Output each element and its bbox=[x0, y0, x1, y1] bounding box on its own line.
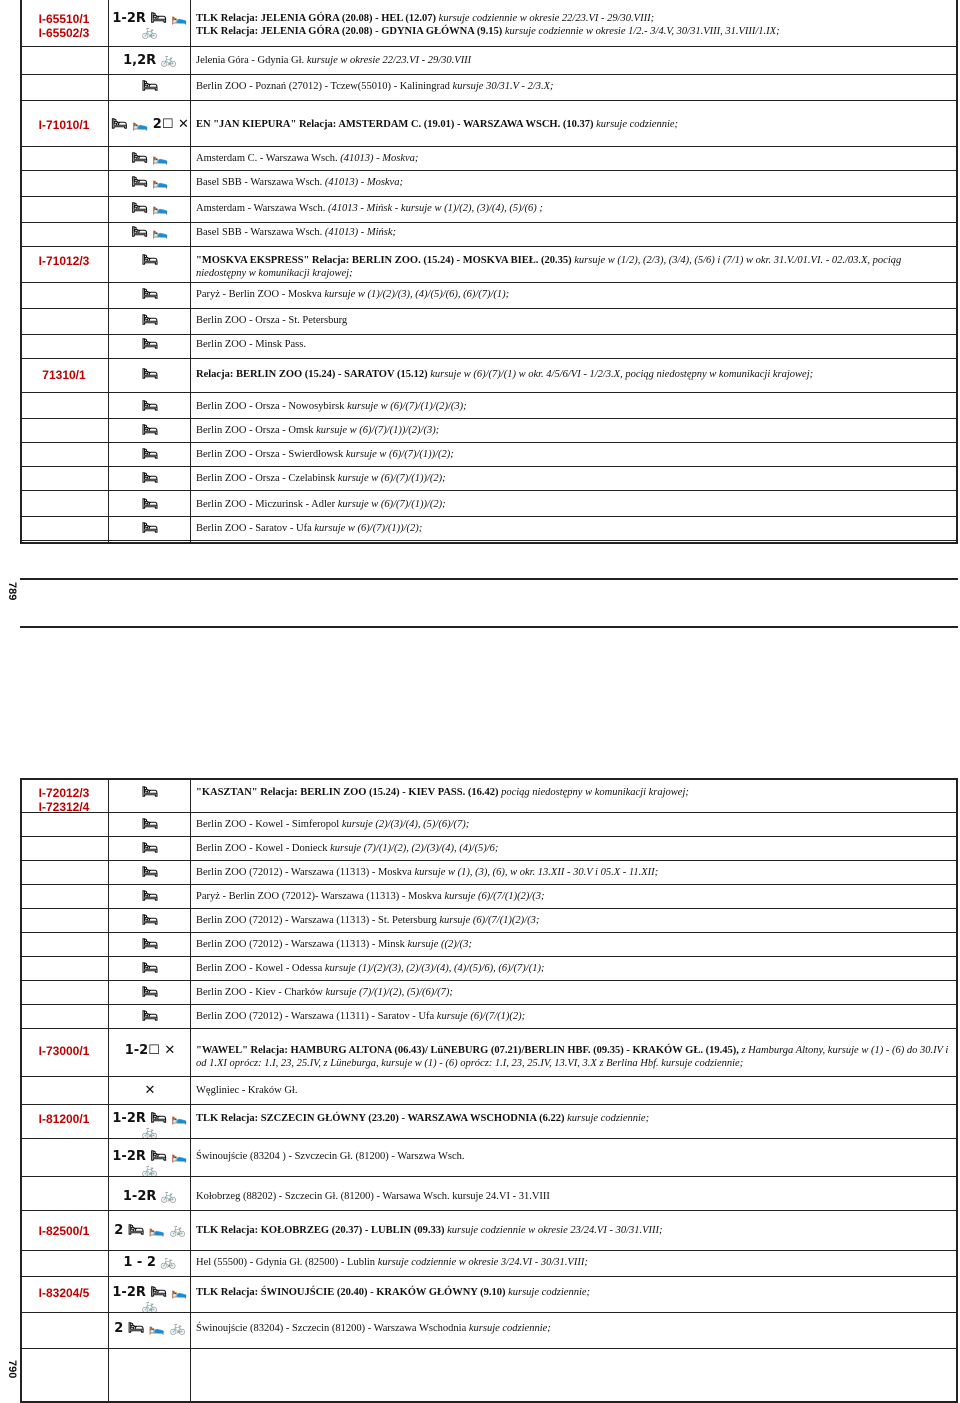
service-symbols-icon: 1-2R 🚲 bbox=[122, 1189, 178, 1204]
timetable-row bbox=[20, 838, 958, 860]
route-main: EN "JAN KIEPURA" Relacja: AMSTERDAM C. (19.01) - WARSZAWA WSCH. (10.37) bbox=[196, 119, 594, 130]
column-divider bbox=[190, 0, 191, 544]
service-symbols-icon: 🛏 bbox=[141, 253, 159, 268]
train-number-line: I-72312/4 bbox=[38, 800, 90, 814]
service-symbols-icon: 🛏 bbox=[141, 865, 159, 880]
train-number-line: I-81200/1 bbox=[38, 1112, 90, 1126]
route-description bbox=[196, 1322, 952, 1335]
route-note: kursuje w (1)/(2)/(3), (4)/(5)/(6), (6)/(7)/(1); bbox=[321, 289, 510, 300]
route-main: Jelenia Góra - Gdynia Gł. bbox=[196, 55, 305, 66]
row-divider bbox=[20, 836, 958, 837]
route-main: Berlin ZOO (72012) - Warszawa (11311) - Saratov - Ufa bbox=[196, 1011, 435, 1022]
timetable-row bbox=[20, 886, 958, 908]
route-description bbox=[196, 314, 952, 327]
service-symbols-icon: 🛏 bbox=[141, 889, 159, 904]
service-symbols-icon: 1-2R 🛏 🛌 🚲 bbox=[112, 11, 188, 40]
row-divider bbox=[20, 932, 958, 933]
column-divider bbox=[108, 0, 109, 544]
train-number bbox=[20, 368, 108, 382]
train-number-line: I-65502/3 bbox=[38, 26, 90, 40]
route-note: kursuje (6)/(7/(1)(2)/(3; bbox=[441, 891, 545, 902]
row-divider bbox=[20, 196, 958, 197]
service-symbols-icon: 🛏 bbox=[141, 423, 159, 438]
service-symbols-icon: 2 🛏 🛌 🚲 bbox=[114, 1223, 186, 1238]
route-main: Amsterdam - Warszawa Wsch. bbox=[196, 203, 326, 214]
route-main: Berlin ZOO - Orsza - Czelabinsk bbox=[196, 473, 336, 484]
route-main: Basel SBB - Warszawa Wsch. bbox=[196, 227, 323, 238]
route-note: pociąg niedostępny w komunikacji krajowej; bbox=[498, 787, 689, 798]
service-symbols-icon: 1-2R 🛏 🛌 🚲 bbox=[112, 1149, 188, 1178]
route-main: TLK Relacja: KOŁOBRZEG (20.37) - LUBLIN (09.33) bbox=[196, 1225, 445, 1236]
route-description bbox=[196, 522, 952, 535]
route-note: kursuje w (6)/(7)/(1) w okr. 4/5/6/VI - 1/2/3.X, pociąg niedostępny w komunikacji krajowej; bbox=[427, 369, 814, 380]
route-note: kursuje w (6)/(7)/(1))/(2); bbox=[335, 473, 446, 484]
timetable-row bbox=[20, 814, 958, 836]
route-description bbox=[196, 1010, 952, 1023]
row-divider bbox=[20, 1176, 958, 1177]
timetable-row bbox=[20, 222, 958, 246]
timetable-row bbox=[20, 76, 958, 100]
row-divider bbox=[20, 884, 958, 885]
route-description bbox=[196, 54, 952, 67]
timetable-row bbox=[20, 1252, 958, 1276]
route-main: "KASZTAN" Relacja: BERLIN ZOO (15.24) - KIEV PASS. (16.42) bbox=[196, 787, 499, 798]
route-note: kursuje codziennie w okresie 3/24.VI - 30/31.VIII; bbox=[375, 1257, 588, 1268]
route-description bbox=[196, 1256, 952, 1269]
route-note: kursuje 30/31.V - 2/3.X; bbox=[449, 81, 554, 92]
route-main: Berlin ZOO - Poznań (27012) - Tczew(55010) - Kaliningrad bbox=[196, 81, 450, 92]
service-symbols-icon: 🛏 bbox=[141, 471, 159, 486]
route-note: kursuje (7)/(1)/(2), (2)/(3)/(4), (4)/(5)/6; bbox=[327, 843, 499, 854]
route-main: Hel (55500) - Gdynia Gł. (82500) - Lublin bbox=[196, 1257, 376, 1268]
row-divider bbox=[20, 1312, 958, 1313]
row-divider bbox=[20, 1076, 958, 1077]
service-symbols-icon: 🛏 bbox=[141, 337, 159, 352]
row-divider bbox=[20, 1138, 958, 1139]
row-divider bbox=[20, 392, 958, 393]
timetable-row bbox=[20, 1282, 958, 1312]
route-note: kursuje w okresie 22/23.VI - 29/30.VIII bbox=[304, 55, 472, 66]
column-divider bbox=[108, 778, 109, 1403]
service-symbols-icon: 🛏 bbox=[141, 985, 159, 1000]
row-divider bbox=[20, 1104, 958, 1105]
route-description bbox=[196, 400, 952, 413]
train-number-line: I-65510/1 bbox=[38, 12, 90, 26]
route-main: Berlin ZOO (72012) - Warszawa (11313) - Minsk bbox=[196, 939, 405, 950]
route-main: Berlin ZOO (72012) - Warszawa (11313) - St. Petersburg bbox=[196, 915, 437, 926]
route-note: kursuje codziennie; bbox=[505, 1287, 591, 1298]
service-symbols-icon: 🛏 🛌 bbox=[131, 151, 169, 166]
route-note: z Hamburga Altony, kursuje w (1) - (6) do 30.IV i od 1.XI oprócz: 1.I, 23, 25.IV, z Lüneburga, kursuje w (1) - (6) oprócz: 1.I, 23, 25.IV, 13.VI, 3.X z Berlina Hbf. kursuje codziennie; bbox=[196, 1045, 949, 1069]
route-main: Basel SBB - Warszawa Wsch. bbox=[196, 177, 323, 188]
row-divider bbox=[20, 1004, 958, 1005]
route-main: Paryż - Berlin ZOO - Moskva bbox=[196, 289, 322, 300]
row-divider bbox=[20, 74, 958, 75]
route-description bbox=[196, 498, 952, 511]
service-symbols-icon: 🛏 bbox=[141, 447, 159, 462]
timetable-row bbox=[20, 910, 958, 932]
service-symbols-icon: 1-2☐ ✕ bbox=[124, 1043, 176, 1058]
row-divider bbox=[20, 908, 958, 909]
route-main: Berlin ZOO - Miczurinsk - Adler bbox=[196, 499, 336, 510]
route-note: (41013) - Moskva; bbox=[337, 153, 419, 164]
service-symbols-icon: 1-2R 🛏 🛌 🚲 bbox=[112, 1285, 188, 1314]
timetable-row bbox=[20, 172, 958, 196]
route-main: Berlin ZOO - Orsza - Nowosybirsk bbox=[196, 401, 345, 412]
row-divider bbox=[20, 956, 958, 957]
route-main: Węgliniec - Kraków Gł. bbox=[196, 1085, 298, 1096]
route-main: TLK Relacja: SZCZECIN GŁÓWNY (23.20) - WARSZAWA WSCHODNIA (6.22) bbox=[196, 1113, 565, 1124]
route-main: Paryż - Berlin ZOO (72012)- Warszawa (11313) - Moskva bbox=[196, 891, 442, 902]
route-main: TLK Relacja: JELENIA GÓRA (20.08) - GDYNIA GŁÓWNA (9.15) bbox=[196, 26, 503, 37]
service-symbols-icon: 1 - 2 🚲 bbox=[123, 1255, 177, 1270]
train-number-line: I-71012/3 bbox=[38, 254, 90, 268]
service-symbols-icon: 🛏 bbox=[141, 497, 159, 512]
route-note: kursuje codziennie; bbox=[466, 1323, 551, 1334]
train-number-line: I-73000/1 bbox=[38, 1044, 90, 1058]
service-symbols-icon: 🛏 🛌 2☐ ✕ bbox=[111, 117, 189, 132]
page-number-band bbox=[20, 578, 958, 628]
route-main: Kołobrzeg (88202) - Szczecin Gł. (81200) - Warsawa Wsch. kursuje 24.VI - 31.VIII bbox=[196, 1191, 550, 1202]
timetable-row bbox=[20, 782, 958, 812]
route-main: Berlin ZOO - Kowel - Simferopol bbox=[196, 819, 340, 830]
row-divider bbox=[20, 146, 958, 147]
train-number bbox=[20, 12, 108, 40]
route-description bbox=[196, 1044, 952, 1070]
route-description bbox=[196, 1190, 952, 1203]
train-number bbox=[20, 786, 108, 814]
row-divider bbox=[20, 540, 958, 541]
row-divider bbox=[20, 1250, 958, 1251]
timetable-row bbox=[20, 50, 958, 74]
route-description bbox=[196, 866, 952, 879]
timetable-row bbox=[20, 494, 958, 516]
route-main: Świnoujście (83204 ) - Szvczecin Gł. (81200) - Warszwa Wsch. bbox=[196, 1151, 465, 1162]
row-divider bbox=[20, 466, 958, 467]
route-main: "MOSKVA EKSPRESS" Relacja: BERLIN ZOO. (15.24) - MOSKVA BIEŁ. (20.35) bbox=[196, 255, 572, 266]
route-description bbox=[196, 962, 952, 975]
row-divider bbox=[20, 100, 958, 101]
route-main: Relacja: BERLIN ZOO (15.24) - SARATOV (15.12) bbox=[196, 369, 428, 380]
route-main: Berlin ZOO - Orsza - Swierdłowsk bbox=[196, 449, 344, 460]
row-divider bbox=[20, 442, 958, 443]
route-note: (41013) - Mińsk; bbox=[322, 227, 396, 238]
service-symbols-icon: 🛏 bbox=[141, 1009, 159, 1024]
timetable-row bbox=[20, 1040, 958, 1076]
route-note: kursuje (6)/(7/(1)(2)/(3; bbox=[436, 915, 540, 926]
route-main: Berlin ZOO - Minsk Pass. bbox=[196, 339, 306, 350]
timetable-row bbox=[20, 334, 958, 358]
route-description bbox=[196, 1286, 952, 1299]
timetable-row bbox=[20, 396, 958, 418]
timetable-row bbox=[20, 934, 958, 956]
service-symbols-icon: 🛏 bbox=[141, 287, 159, 302]
train-number bbox=[20, 1224, 108, 1238]
row-divider bbox=[20, 282, 958, 283]
route-note: (41013) - Moskva; bbox=[322, 177, 403, 188]
route-note: (41013 - Mińsk - kursuje w (1)/(2), (3)/(4), (5)/(6) ; bbox=[325, 203, 543, 214]
route-description bbox=[196, 424, 952, 437]
service-symbols-icon: 🛏 🛌 bbox=[131, 225, 169, 240]
route-description bbox=[196, 368, 952, 381]
service-symbols-icon: 🛏 bbox=[141, 937, 159, 952]
route-note: kursuje w (6)/(7)/(1)/(2)/(3); bbox=[344, 401, 467, 412]
timetable-row bbox=[20, 364, 958, 392]
timetable-row bbox=[20, 310, 958, 334]
timetable-row bbox=[20, 1146, 958, 1176]
timetable-row bbox=[20, 420, 958, 442]
column-divider bbox=[190, 778, 191, 1403]
row-divider bbox=[20, 812, 958, 813]
route-note: kursuje codziennie w okresie 22/23.VI - 29/30.VIII; bbox=[436, 13, 655, 24]
route-note: kursuje codziennie; bbox=[564, 1113, 650, 1124]
timetable-row bbox=[20, 444, 958, 466]
service-symbols-icon: 🛏 bbox=[141, 961, 159, 976]
timetable-row bbox=[20, 1006, 958, 1028]
service-symbols-icon: 1-2R 🛏 🛌 🚲 bbox=[112, 1111, 188, 1140]
timetable-row bbox=[20, 114, 958, 146]
timetable-row bbox=[20, 284, 958, 308]
train-number bbox=[20, 254, 108, 268]
timetable-row bbox=[20, 958, 958, 980]
route-main: Berlin ZOO - Saratov - Ufa bbox=[196, 523, 312, 534]
service-symbols-icon: 🛏 bbox=[141, 79, 159, 94]
route-description bbox=[196, 890, 952, 903]
route-note: kursuje (1)/(2)/(3), (2)/(3)/(4), (4)/(5)/6), (6)/(7)/(1); bbox=[322, 963, 545, 974]
timetable-row bbox=[20, 1080, 958, 1104]
route-description bbox=[196, 818, 952, 831]
route-main: TLK Relacja: ŚWINOUJŚCIE (20.40) - KRAKÓW GŁÓWNY (9.10) bbox=[196, 1287, 506, 1298]
row-divider bbox=[20, 980, 958, 981]
timetable-row bbox=[20, 1318, 958, 1348]
timetable-row bbox=[20, 1108, 958, 1138]
route-description bbox=[196, 986, 952, 999]
service-symbols-icon: 🛏 bbox=[141, 313, 159, 328]
route-description bbox=[196, 288, 952, 301]
train-number-line: I-72012/3 bbox=[38, 786, 90, 800]
timetable-row bbox=[20, 198, 958, 222]
row-divider bbox=[20, 490, 958, 491]
route-main: Świnoujście (83204) - Szczecin (81200) - Warszawa Wschodnia bbox=[196, 1323, 467, 1334]
service-symbols-icon: 🛏 🛌 bbox=[131, 175, 169, 190]
timetable-row bbox=[20, 1186, 958, 1210]
row-divider bbox=[20, 1276, 958, 1277]
service-symbols-icon: 🛏 bbox=[141, 367, 159, 382]
route-note: kursuje w (6)/(7)/(1))/(2)/(3); bbox=[313, 425, 440, 436]
route-description bbox=[196, 1112, 952, 1125]
route-description bbox=[196, 12, 952, 38]
timetable-row bbox=[20, 148, 958, 170]
route-description bbox=[196, 202, 952, 215]
route-main: TLK Relacja: JELENIA GÓRA (20.08) - HEL (12.07) bbox=[196, 13, 437, 24]
route-note: kursuje (6)/(7/(1)(2); bbox=[434, 1011, 526, 1022]
row-divider bbox=[20, 418, 958, 419]
route-description bbox=[196, 118, 952, 131]
timetable-row bbox=[20, 862, 958, 884]
route-note: kursuje (2)/(3)/(4), (5)/(6)/(7); bbox=[339, 819, 470, 830]
train-number-line: 71310/1 bbox=[42, 368, 86, 382]
route-main: Berlin ZOO (72012) - Warszawa (11313) - Moskva bbox=[196, 867, 412, 878]
row-divider bbox=[20, 46, 958, 47]
route-note: kursuje (7)/(1)/(2), (5)/(6)/(7); bbox=[322, 987, 453, 998]
route-description bbox=[196, 338, 952, 351]
route-main: Berlin ZOO - Kowel - Odessa bbox=[196, 963, 323, 974]
route-description bbox=[196, 938, 952, 951]
service-symbols-icon: 🛏 bbox=[141, 841, 159, 856]
route-description bbox=[196, 1150, 952, 1163]
route-main: Berlin ZOO - Orsza - Omsk bbox=[196, 425, 314, 436]
row-divider bbox=[20, 516, 958, 517]
route-main: "WAWEL" Relacja: HAMBURG ALTONA (06.43)/ LüNEBURG (07.21)/BERLIN HBF. (09.35) - KRAKÓW GŁ. (19.45), bbox=[196, 1045, 739, 1056]
row-divider bbox=[20, 860, 958, 861]
row-divider bbox=[20, 1210, 958, 1211]
route-description bbox=[196, 842, 952, 855]
route-description bbox=[196, 786, 952, 799]
train-number bbox=[20, 1044, 108, 1058]
row-divider bbox=[20, 358, 958, 359]
train-number bbox=[20, 1112, 108, 1126]
timetable-row bbox=[20, 468, 958, 490]
row-divider bbox=[20, 170, 958, 171]
route-description bbox=[196, 914, 952, 927]
service-symbols-icon: 🛏 bbox=[141, 785, 159, 800]
route-note: kursuje w (1), (3), (6), w okr. 13.XII - 30.V i 05.X - 11.XII; bbox=[411, 867, 659, 878]
route-description bbox=[196, 448, 952, 461]
route-note: kursuje w (6)/(7)/(1))/(2); bbox=[335, 499, 446, 510]
timetable-row bbox=[20, 1220, 958, 1250]
route-main: Berlin ZOO - Kiev - Charków bbox=[196, 987, 323, 998]
train-number-line: I-83204/5 bbox=[38, 1286, 90, 1300]
service-symbols-icon: 🛏 bbox=[141, 913, 159, 928]
train-number bbox=[20, 1286, 108, 1300]
service-symbols-icon: 1,2R 🚲 bbox=[123, 53, 177, 68]
timetable-row bbox=[20, 982, 958, 1004]
route-description bbox=[196, 176, 952, 189]
train-number-line: I-82500/1 bbox=[38, 1224, 90, 1238]
timetable-row bbox=[20, 250, 958, 282]
route-main: Berlin ZOO - Kowel - Donieck bbox=[196, 843, 328, 854]
route-note: kursuje codziennie; bbox=[593, 119, 679, 130]
page-number-bottom: 790 bbox=[6, 1360, 18, 1379]
route-note: kursuje codziennie w okresie 23/24.VI - 30/31.VIII; bbox=[444, 1225, 663, 1236]
row-divider bbox=[20, 1348, 958, 1349]
train-number-line: I-71010/1 bbox=[38, 118, 90, 132]
route-description bbox=[196, 1084, 952, 1097]
page-number-top: 789 bbox=[6, 582, 18, 601]
route-note: kursuje codziennie w okresie 1/2.- 3/4.V, 30/31.VIII, 31.VIII/1.IX; bbox=[502, 26, 780, 37]
service-symbols-icon: 🛏 🛌 bbox=[131, 201, 169, 216]
route-description bbox=[196, 472, 952, 485]
route-main: Berlin ZOO - Orsza - St. Petersburg bbox=[196, 315, 348, 326]
route-main: Amsterdam C. - Warszawa Wsch. bbox=[196, 153, 338, 164]
row-divider bbox=[20, 246, 958, 247]
service-symbols-icon: 🛏 bbox=[141, 399, 159, 414]
service-symbols-icon: 2 🛏 🛌 🚲 bbox=[114, 1321, 186, 1336]
train-number bbox=[20, 118, 108, 132]
service-symbols-icon: 🛏 bbox=[141, 817, 159, 832]
route-description bbox=[196, 152, 952, 165]
route-description bbox=[196, 226, 952, 239]
route-description bbox=[196, 1224, 952, 1237]
row-divider bbox=[20, 308, 958, 309]
service-symbols-icon: 🛏 bbox=[141, 521, 159, 536]
route-note: kursuje ((2)/(3; bbox=[404, 939, 472, 950]
route-description bbox=[196, 254, 952, 280]
timetable-row bbox=[20, 8, 958, 46]
timetable-row bbox=[20, 518, 958, 540]
route-note: kursuje w (1/2), (2/3), (3/4), (5/6) i (7/1) w okr. 31.V./01.VI. - 02./03.X, pociąg niedostępny w komunikacji krajowej; bbox=[196, 255, 902, 279]
row-divider bbox=[20, 1028, 958, 1029]
route-note: kursuje w (6)/(7)/(1))/(2); bbox=[311, 523, 423, 534]
route-note: kursuje w (6)/(7)/(1))/(2); bbox=[343, 449, 454, 460]
service-symbols-icon: ✕ bbox=[144, 1083, 156, 1098]
route-description bbox=[196, 80, 952, 93]
